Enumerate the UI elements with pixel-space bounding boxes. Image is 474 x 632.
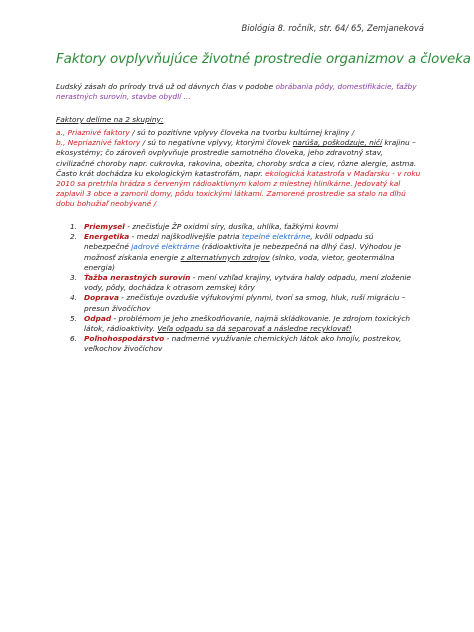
factor-types xyxy=(56,128,421,210)
list-item xyxy=(56,232,416,273)
type-b-label: b., Nepriaznivé faktory xyxy=(56,138,141,148)
type-b-text-2: krajinu – ekosystémy; čo zároveň ovplyvňuje prostredie samotného človeka, jeho zdravotný stav, civilizačné choroby napr. cukrovka, rakovina, obezita, choroby srdca a ciev, rôzne alergie, astma. Často krát dochádza ku ekologickým katastrofám, napr. xyxy=(56,138,417,178)
intro-highlight: obrábania pôdy, domestifikácie, ťažby nerastných surovín, stavbe obydlí ... xyxy=(56,82,417,102)
groups-subheading: Faktory delíme na 2 skupiny: xyxy=(56,115,164,124)
item-underline: Veľa odpadu sa dá separovať a následne recyklovať! xyxy=(157,324,352,334)
item-text: - znečisťuje ŽP oxidmi síry, dusíka, uhlíka, ťažkými kovmi xyxy=(124,222,339,231)
item-text-2: , kvôli odpadu sú nebezpečné xyxy=(84,232,374,252)
type-a-label: a., Priaznivé faktory xyxy=(56,128,130,137)
item-highlight-2: jadrové elektrárne xyxy=(131,242,200,252)
list-item xyxy=(56,222,416,232)
item-name: Ťažba nerastných surovín xyxy=(84,273,191,283)
type-a-text: / sú to pozitívne vplyvy človeka na tvorbu kultúrnej krajiny / xyxy=(129,128,355,137)
list-item xyxy=(56,334,416,354)
type-b xyxy=(56,138,421,209)
intro-text: Ľudský zásah do prírody trvá už od dávnych čias v podobe xyxy=(56,82,276,91)
list-item xyxy=(56,293,416,313)
item-text: - problémom je jeho zneškodňovanie, najmä skládkovanie. Je zdrojom toxických látok, rádioaktivity. xyxy=(84,313,411,334)
factor-list xyxy=(56,222,416,355)
item-name: Doprava xyxy=(84,293,119,303)
item-name: Odpad xyxy=(84,313,112,323)
item-text: - nadmerné využívanie chemických látok ako hnojív, postrekov, veľkochov živočíchov xyxy=(84,334,402,354)
item-number: 2. xyxy=(70,232,78,242)
item-text: - znečisťuje ovzdušie výfukovými plynmi, tvorí sa smog, hluk, ruší migráciu – presun živočíchov xyxy=(84,293,406,313)
item-name: Energetika xyxy=(84,232,130,242)
item-number: 1. xyxy=(70,222,78,231)
item-highlight: tepelné elektrárne xyxy=(241,232,311,242)
page-title: Faktory ovplyvňujúce životné prostredie organizmov a človeka xyxy=(56,52,471,67)
item-number: 6. xyxy=(70,334,78,344)
item-number: 3. xyxy=(70,273,78,283)
item-number: 4. xyxy=(70,293,78,303)
type-b-red: ekologická katastrofa v Maďarsku - v roku 2010 sa pretrhla hrádza s červeným rádioaktívnym kalom z miestnej hliníkárne. Jedovatý kal zaplavil 3 obce a zamoril domy, pôdu toxickými látkami. Zamorené prostredie sa stalo na dlhú dobu bohužiaľ neobývané / xyxy=(56,168,421,209)
item-name: Priemysel xyxy=(84,222,125,231)
type-b-text: / sú to negatívne vplyvy, ktorými človek xyxy=(140,138,293,148)
item-text: - medzi najškodlivejšie patria xyxy=(129,232,242,242)
type-a xyxy=(56,128,421,138)
page-header: Biológia 8. ročník, str. 64/ 65, Zemjaneková xyxy=(241,23,424,33)
intro-paragraph xyxy=(56,82,421,102)
item-text-3: (rádioaktivita je nebezpečná na dlhý čas). Výhodou je možnosť získania energie xyxy=(84,242,401,262)
list-item xyxy=(56,273,416,293)
item-text-4: (slnko, voda, vietor, geotermálna energia) xyxy=(84,252,395,272)
item-text: - mení vzhľad krajiny, vytvára haldy odpadu, mení zloženie vody, pôdy, dochádza k otrasom zemskej kôry xyxy=(84,273,411,293)
item-number: 5. xyxy=(70,313,78,323)
list-item xyxy=(56,314,416,334)
type-b-underline: narúša, poškodzuje, ničí xyxy=(292,138,383,148)
item-name: Poľnohospodárstvo xyxy=(84,334,165,344)
item-underline: z alternatívnych zdrojov xyxy=(180,252,270,262)
